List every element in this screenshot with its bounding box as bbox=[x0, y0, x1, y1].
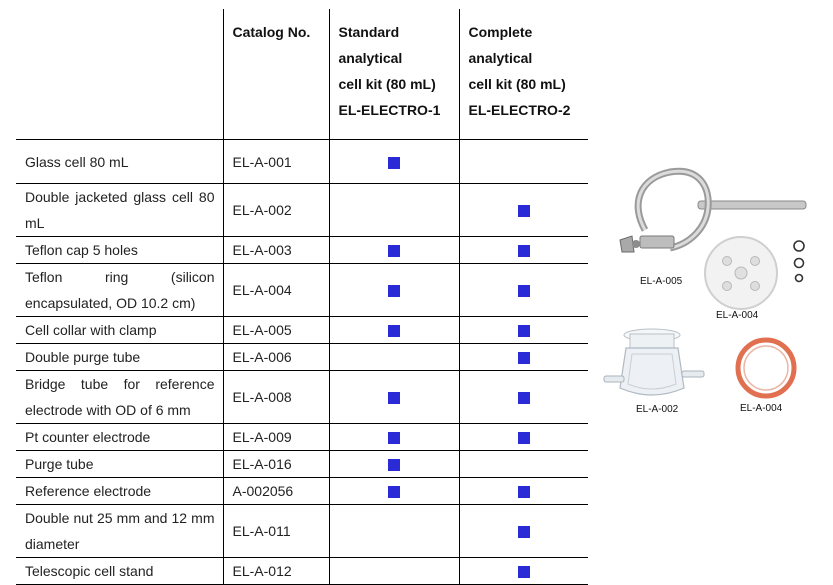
item-name: Bridge tube for reference electrode with OD of 6 mm bbox=[16, 371, 223, 424]
kit1-included-marker bbox=[388, 432, 400, 444]
kit2-cell bbox=[459, 478, 588, 505]
teflon-ring-image bbox=[738, 340, 794, 396]
kit1-cell bbox=[329, 451, 459, 478]
teflon-cap-image bbox=[705, 237, 777, 309]
kit2-header-line: analytical bbox=[468, 50, 533, 66]
catalog-number: EL-A-001 bbox=[223, 140, 329, 184]
kit2-header-line: EL-ELECTRO-2 bbox=[468, 102, 571, 118]
kit1-cell bbox=[329, 237, 459, 264]
kit1-cell bbox=[329, 505, 459, 558]
kit1-included-marker bbox=[388, 325, 400, 337]
kit1-header-line: Standard bbox=[338, 24, 400, 40]
cell-collar-clamp-image bbox=[620, 171, 806, 252]
catalog-number: EL-A-011 bbox=[223, 505, 329, 558]
table-row bbox=[16, 505, 588, 558]
kit2-included-marker bbox=[518, 566, 530, 578]
kit2-cell bbox=[459, 317, 588, 344]
table-row bbox=[16, 264, 588, 317]
catalog-number: EL-A-005 bbox=[223, 317, 329, 344]
catalog-number: EL-A-016 bbox=[223, 451, 329, 478]
kit1-column-header bbox=[329, 9, 459, 140]
kit1-included-marker bbox=[388, 486, 400, 498]
table-row bbox=[16, 558, 588, 585]
kit1-cell bbox=[329, 344, 459, 371]
kit2-included-marker bbox=[518, 285, 530, 297]
photo-label-collar: EL-A-005 bbox=[640, 276, 683, 287]
item-name: Teflon ring (silicon encapsulated, OD 10.2 cm) bbox=[16, 264, 223, 317]
catalog-number: EL-A-003 bbox=[223, 237, 329, 264]
catalog-number: A-002056 bbox=[223, 478, 329, 505]
double-jacketed-cell-image bbox=[604, 329, 704, 395]
kit2-cell bbox=[459, 344, 588, 371]
kit1-cell bbox=[329, 140, 459, 184]
item-name: Teflon cap 5 holes bbox=[16, 237, 223, 264]
item-name: Telescopic cell stand bbox=[16, 558, 223, 585]
kit2-included-marker bbox=[518, 245, 530, 257]
table-row bbox=[16, 344, 588, 371]
kit1-cell bbox=[329, 184, 459, 237]
item-name: Reference electrode bbox=[16, 478, 223, 505]
item-name: Double purge tube bbox=[16, 344, 223, 371]
catalog-number: EL-A-006 bbox=[223, 344, 329, 371]
table-row bbox=[16, 237, 588, 264]
item-name: Cell collar with clamp bbox=[16, 317, 223, 344]
kit1-cell bbox=[329, 317, 459, 344]
kit2-cell bbox=[459, 264, 588, 317]
kit2-included-marker bbox=[518, 325, 530, 337]
table-row bbox=[16, 478, 588, 505]
catalog-column-header: Catalog No. bbox=[223, 9, 329, 140]
catalog-number: EL-A-002 bbox=[223, 184, 329, 237]
kit1-header-line: EL-ELECTRO-1 bbox=[338, 102, 441, 118]
item-name: Double jacketed glass cell 80 mL bbox=[16, 184, 223, 237]
kit1-cell bbox=[329, 371, 459, 424]
kit2-column-header bbox=[459, 9, 588, 140]
kit2-cell bbox=[459, 237, 588, 264]
kit1-included-marker bbox=[388, 245, 400, 257]
table-row bbox=[16, 424, 588, 451]
kit2-included-marker bbox=[518, 352, 530, 364]
kit2-included-marker bbox=[518, 432, 530, 444]
kit2-cell bbox=[459, 451, 588, 478]
table-row bbox=[16, 371, 588, 424]
kit1-header-line: analytical bbox=[338, 50, 403, 66]
kit2-included-marker bbox=[518, 526, 530, 538]
kit2-cell bbox=[459, 371, 588, 424]
kit1-included-marker bbox=[388, 285, 400, 297]
kit2-included-marker bbox=[518, 486, 530, 498]
kit2-header-line: cell kit (80 mL) bbox=[468, 76, 566, 92]
catalog-number: EL-A-012 bbox=[223, 558, 329, 585]
catalog-number: EL-A-009 bbox=[223, 424, 329, 451]
header-row bbox=[16, 9, 588, 140]
table-row bbox=[16, 184, 588, 237]
catalog-number: EL-A-008 bbox=[223, 371, 329, 424]
kit2-cell bbox=[459, 184, 588, 237]
item-name: Purge tube bbox=[16, 451, 223, 478]
kit1-cell bbox=[329, 424, 459, 451]
photo-label-ring: EL-A-004 bbox=[740, 403, 783, 414]
item-name: Double nut 25 mm and 12 mm diameter bbox=[16, 505, 223, 558]
kit1-included-marker bbox=[388, 459, 400, 471]
kit2-cell bbox=[459, 424, 588, 451]
item-name: Pt counter electrode bbox=[16, 424, 223, 451]
kit2-cell bbox=[459, 505, 588, 558]
kit2-cell bbox=[459, 558, 588, 585]
product-photo bbox=[600, 158, 820, 420]
kit-comparison-table bbox=[16, 9, 588, 585]
kit1-header-line: cell kit (80 mL) bbox=[338, 76, 436, 92]
kit1-included-marker bbox=[388, 157, 400, 169]
o-rings-image bbox=[794, 241, 804, 282]
kit1-cell bbox=[329, 264, 459, 317]
photo-label-cell: EL-A-002 bbox=[636, 404, 679, 415]
kit2-header-line: Complete bbox=[468, 24, 533, 40]
kit2-cell bbox=[459, 140, 588, 184]
table-row bbox=[16, 140, 588, 184]
kit2-included-marker bbox=[518, 392, 530, 404]
table-row bbox=[16, 317, 588, 344]
table-row bbox=[16, 451, 588, 478]
kit1-cell bbox=[329, 558, 459, 585]
item-name: Glass cell 80 mL bbox=[16, 140, 223, 184]
item-column-header bbox=[16, 9, 223, 140]
kit1-cell bbox=[329, 478, 459, 505]
kit1-included-marker bbox=[388, 392, 400, 404]
kit2-included-marker bbox=[518, 205, 530, 217]
product-photo-drawing bbox=[600, 158, 820, 420]
photo-label-cap: EL-A-004 bbox=[716, 310, 759, 321]
catalog-number: EL-A-004 bbox=[223, 264, 329, 317]
